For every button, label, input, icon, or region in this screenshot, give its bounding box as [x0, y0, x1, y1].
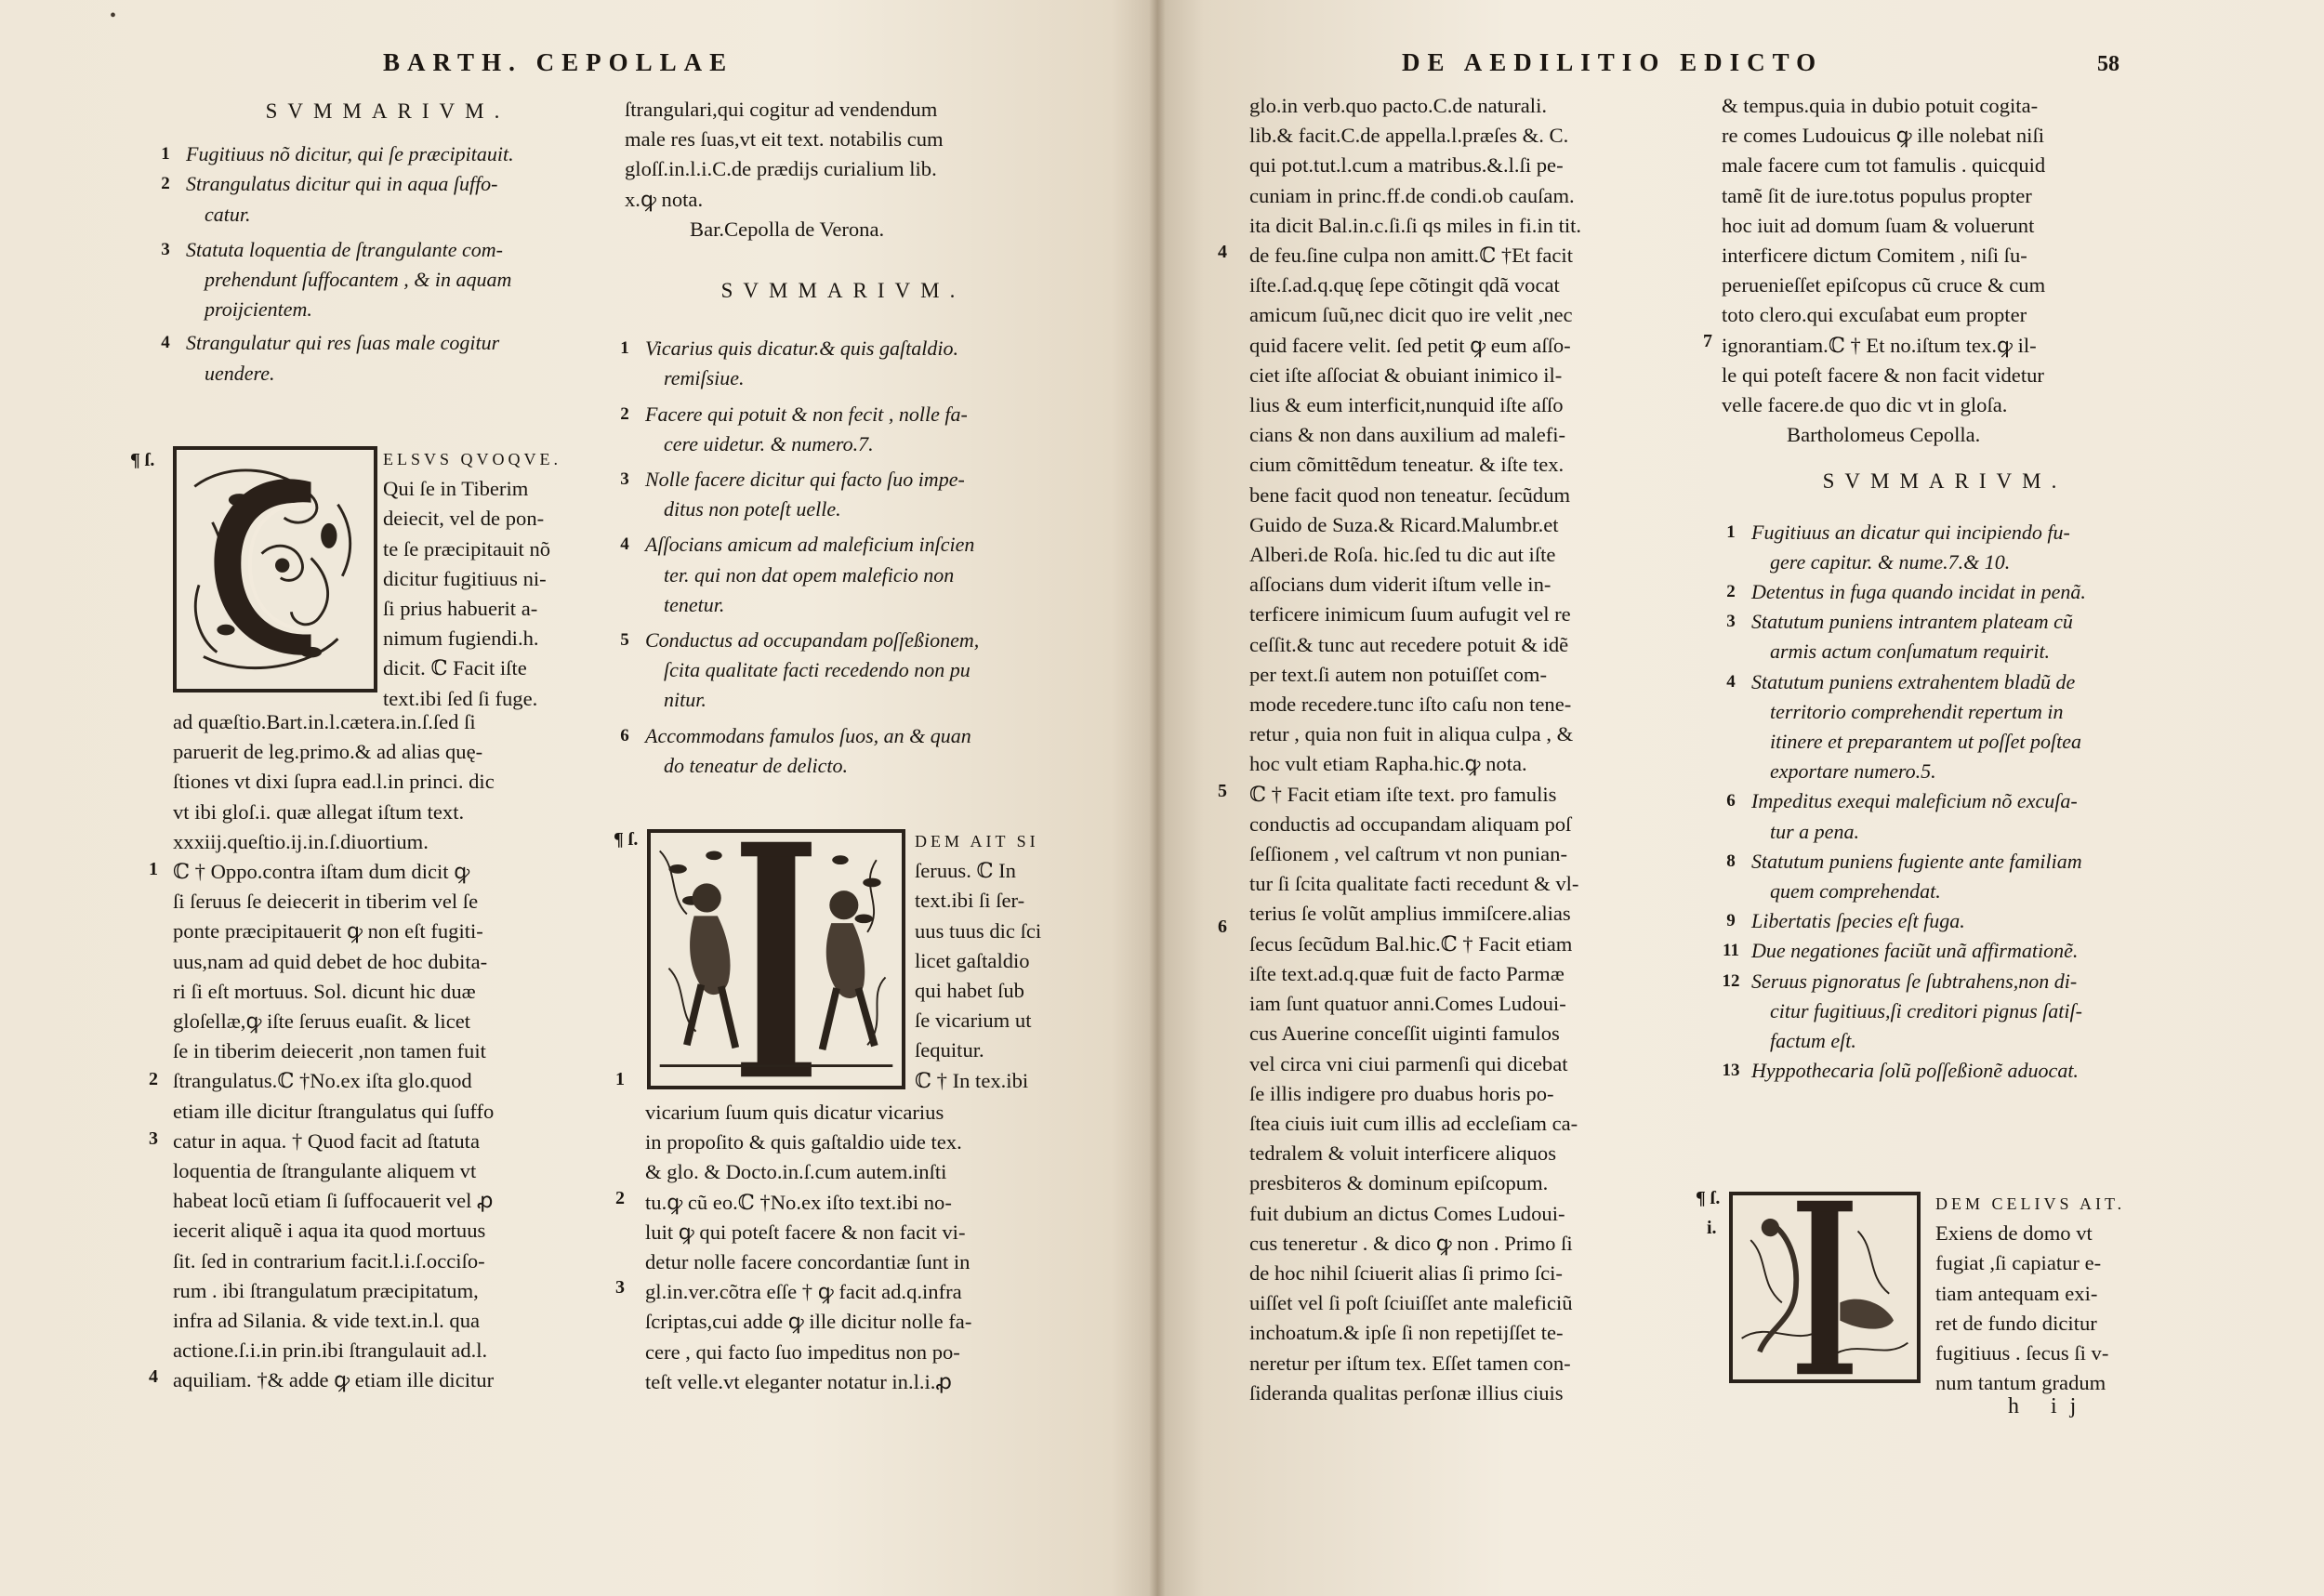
summary-line: cere uidetur. & numero.7.: [664, 431, 874, 455]
text-line: conductis ad occupandam aliquam poſ: [1249, 811, 1572, 836]
right-col1-body: [1249, 91, 1686, 1408]
summary-line: Accommodans famulos ſuos, an & quan: [645, 723, 971, 747]
right-col2-summary-title: SVMMARIVM.: [1822, 469, 2067, 494]
summary-line: Statuta loquentia de ſtrangulante com-: [186, 237, 503, 261]
text-line: ℂ † Facit etiam iſte text. pro famulis: [1249, 782, 1557, 806]
summary-entry: [161, 235, 610, 325]
woodcut-initial-c-image: [177, 450, 374, 689]
corner-mark: •: [110, 6, 117, 26]
summary-line: Statutum puniens fugiente ante familiam: [1751, 849, 2082, 873]
summary-number: 3: [161, 239, 170, 259]
summary-line: Aſſocians amicum ad maleficium inſcien: [645, 533, 975, 557]
summary-number: 6: [1726, 791, 1736, 811]
decorated-initial-i: [647, 829, 905, 1089]
left-col2-initial-lines: [915, 826, 1101, 1096]
text-line: ſit. ſed in contrarium facit.l.i.ſ.occiſo-: [173, 1248, 485, 1273]
book-gutter: [1149, 0, 1166, 1596]
left-col1-summary: [161, 139, 610, 389]
text-line: glo.in verb.quo pacto.C.de naturali.: [1249, 94, 1547, 117]
text-line: & glo. & Docto.in.ſ.cum autem.inſti: [645, 1160, 947, 1184]
text-line: tiam antequam exi-: [1935, 1281, 2098, 1305]
text-line: cuniam in princ.ff.de condi.ob cauſam.: [1249, 183, 1575, 207]
summary-line: Fugitiuus nõ dicitur, qui ſe præcipitauit.: [186, 142, 514, 166]
summary-entry: [1726, 786, 2168, 846]
summary-line: Nolle facere dicitur qui facto ſuo impe-: [645, 468, 965, 492]
catchword-signature: h ij: [2008, 1394, 2090, 1418]
summary-entry: [620, 530, 1062, 620]
text-line: ſi ſeruus ſe deiecerit in tiberim vel ſe: [173, 890, 479, 914]
left-col2-summary-title: SVMMARIVM.: [720, 279, 966, 303]
summary-number: 2: [1726, 582, 1736, 602]
text-line: toto clero.qui excuſabat eum propter: [1722, 303, 2027, 327]
summary-line: do teneatur de delicto.: [664, 753, 848, 777]
margin-number: 6: [1218, 917, 1227, 937]
text-line: num tantum gradum: [1935, 1371, 2106, 1395]
text-line: ret de fundo dicitur: [1935, 1311, 2097, 1335]
text-line: gl.in.ver.cõtra eſſe † ꝙ facit ad.q.infra: [645, 1280, 962, 1304]
text-line: velle facere.de quo dic vt in gloſa.: [1722, 393, 2008, 417]
text-line: ſe vicarium ut: [915, 1009, 1032, 1033]
summary-line: factum eſt.: [1770, 1029, 1856, 1053]
text-line: ciet iſte aſſociat & obuiant inimico il-: [1249, 363, 1563, 387]
text-line: terius ſe volũt amplius immiſcere.alias: [1249, 902, 1571, 926]
right-col2: [1722, 91, 2168, 1087]
text-line: infra ad Silania. & vide text.in.l. qua: [173, 1309, 481, 1333]
text-line: & tempus.quia in dubio potuit cogita-: [1722, 94, 2039, 117]
text-line: cus teneretur . & dico ꝙ non . Primo ſi: [1249, 1231, 1573, 1255]
text-line: rum . ibi ſtrangulatum præcipitatum,: [173, 1278, 479, 1302]
summary-entry: [161, 139, 610, 169]
summary-line: tur a pena.: [1770, 819, 1859, 843]
summary-number: 11: [1723, 941, 1739, 961]
text-line: hoc vult etiam Rapha.hic.ꝙ nota.: [1249, 752, 1527, 776]
text-line: ſtrangulari,qui cogitur ad vendendum: [625, 98, 938, 121]
summary-number: 1: [1726, 521, 1736, 542]
text-line: paruerit de leg.primo.& ad alias quę-: [173, 740, 483, 764]
text-line: peruenieſſet epiſcopus cũ cruce & cum: [1722, 273, 2046, 297]
text-line: male facere cum tot famulis . quicquid: [1722, 153, 2046, 178]
text-line: uus,nam ad quid debet de hoc dubita-: [173, 949, 488, 973]
summary-line: prehendunt ſuffocantem , & in aquam: [205, 268, 512, 292]
text-line: Exiens de domo vt: [1935, 1221, 2093, 1246]
summary-number: 5: [620, 630, 629, 651]
margin-number: 2: [149, 1069, 158, 1089]
text-line: ita dicit Bal.in.c.ſi.ſi qs miles in fi.in tit.: [1249, 213, 1582, 237]
summary-line: proijcientem.: [205, 297, 312, 322]
text-line: bene facit quod non teneatur. ſecũdum: [1249, 482, 1571, 507]
summary-entry: [620, 721, 1062, 781]
signature-line: Bartholomeus Cepolla.: [1787, 423, 1981, 447]
text-line: amicum ſuũ,nec dicit quo ire velit ,nec: [1249, 303, 1573, 327]
text-line: de hoc nihil ſciuerit alias ſi primo ſci-: [1249, 1260, 1563, 1285]
summary-line: Strangulatur qui res ſuas male cogitur: [186, 331, 500, 355]
text-line: ſe illis indigere pro duabus horis po-: [1249, 1081, 1554, 1105]
summary-number: 4: [620, 534, 629, 555]
text-line: uus tuus dic ſci: [915, 918, 1042, 943]
summary-number: 2: [620, 403, 629, 424]
text-line: fuit dubium an dictus Comes Ludoui-: [1249, 1201, 1565, 1225]
text-line: Alberi.de Roſa. hic.ſed tu dic aut iſte: [1249, 543, 1556, 567]
text-line: in propoſito & quis gaſtaldio uide tex.: [645, 1130, 962, 1154]
section-sub-mark: i.: [1707, 1218, 1717, 1238]
text-line: ſequitur.: [915, 1038, 984, 1062]
text-line: etiam ille dicitur ſtrangulatus qui ſuffo: [173, 1099, 495, 1123]
summary-line: Vicarius quis dicatur.& quis gaſtaldio.: [645, 336, 958, 361]
text-line: Guido de Suza.& Ricard.Malumbr.et: [1249, 512, 1559, 536]
text-line: x.ꝙ nota.: [625, 187, 704, 211]
margin-number: 4: [149, 1366, 158, 1387]
summary-line: Statutum puniens extrahentem bladũ de: [1751, 669, 2076, 693]
text-line: ſtiones vt dixi ſupra ead.l.in princi. dic: [173, 770, 495, 794]
folio-number: 58: [2097, 52, 2119, 76]
text-line: xxxiij.queſtio.ij.in.ſ.diuortium.: [173, 829, 429, 853]
text-line: tur ſi ſcita qualitate facti recedunt & vl-: [1249, 872, 1579, 896]
text-line: ceſſit.& tunc aut recedere potuit & idẽ: [1249, 632, 1569, 656]
summary-number: 3: [1726, 612, 1736, 632]
margin-number: 1: [149, 859, 158, 879]
text-line: tamẽ ſit de iure.totus populus propter: [1722, 183, 2032, 207]
text-line: nimum fugiendi.h.: [383, 627, 539, 651]
summary-entry: [161, 169, 610, 229]
left-col2: [620, 95, 1062, 781]
text-line: neretur per iſtum tex. Eſſet tamen con-: [1249, 1351, 1571, 1375]
summary-entry: [1722, 967, 2168, 1057]
summary-entry: [620, 465, 1062, 524]
text-line: hoc iuit ad domum ſuam & voluerunt: [1722, 213, 2035, 237]
text-line: mode recedere.tunc iſto caſu non tene-: [1249, 692, 1572, 717]
summary-number: 1: [620, 338, 629, 359]
summary-line: armis actum conſumatum requirit.: [1770, 640, 2051, 664]
text-line: dicitur fugitiuus ni-: [383, 566, 547, 590]
text-line: tedralem & voluit interficere aliquos: [1249, 1141, 1557, 1166]
text-line: per text.ſi autem non potuiſſet com-: [1249, 662, 1547, 686]
summary-line: Strangulatus dicitur qui in aqua ſuffo-: [186, 172, 498, 196]
summary-line: uendere.: [205, 361, 275, 385]
left-running-head: BARTH. CEPOLLAE: [383, 48, 734, 76]
text-line: iam ſunt quatuor anni.Comes Ludoui-: [1249, 992, 1566, 1016]
summary-number: 8: [1726, 851, 1736, 871]
text-line: lib.& facit.C.de appella.l.præſes &. C.: [1249, 124, 1569, 148]
text-line: ſi prius habuerit a-: [383, 597, 538, 621]
text-line: fugiat ,ſi capiatur e-: [1935, 1251, 2102, 1275]
text-line: lius & eum interficit,nunquid iſte aſſo: [1249, 393, 1564, 417]
summary-line: tenetur.: [664, 592, 725, 616]
margin-number: 2: [615, 1188, 625, 1208]
margin-number: 5: [1218, 781, 1227, 801]
text-line: ſe in tiberim deiecerit ,non tamen fuit: [173, 1039, 486, 1063]
text-line: terficere inimicum ſuum aufugit vel re: [1249, 602, 1571, 627]
summary-line: nitur.: [664, 688, 706, 712]
summary-entry: [1726, 607, 2168, 666]
summary-line: Seruus pignoratus ſe ſubtrahens,non di-: [1751, 969, 2078, 993]
initial-heading-line: DEM CELIVS AIT.: [1935, 1194, 2126, 1213]
text-line: quid facere velit. ſed petit ꝙ eum aſſo-: [1249, 333, 1571, 357]
text-line: retur , quia non fuit in aliqua culpa , &: [1249, 722, 1574, 746]
summary-number: 4: [1726, 671, 1736, 692]
summary-line: gere capitur. & nume.7.& 10.: [1770, 549, 2011, 574]
text-line: luit ꝙ qui poteſt facere & non facit vi-: [645, 1220, 966, 1244]
decorated-initial-i-right: [1729, 1192, 1921, 1383]
summary-line: territorio comprehendit repertum in: [1770, 699, 2064, 723]
text-line: aſſocians dum viderit iſtum velle in-: [1249, 573, 1552, 597]
text-line: catur in aqua. † Quod facit ad ſtatuta: [173, 1128, 480, 1153]
summary-line: Due negationes faciũt unã affirmationẽ.: [1751, 939, 2079, 963]
summary-line: remiſsiue.: [664, 366, 745, 390]
text-line: qui pot.tut.l.cum a matribus.&.l.ſi pe-: [1249, 153, 1564, 178]
text-line: teſt velle.vt eleganter notatur in.l.i.ꝓ: [645, 1369, 952, 1393]
right-col2-summary: [1722, 518, 2168, 1087]
text-line: iſte text.ad.q.quæ fuit de facto Parmæ: [1249, 961, 1565, 985]
text-line: gloſſ.in.l.i.C.de prædijs curialium lib.: [625, 157, 937, 181]
text-line: ſcriptas,cui adde ꝙ ille dicitur nolle fa-: [645, 1310, 972, 1334]
left-col1: [161, 91, 610, 389]
text-line: ſeſſionem , vel caſtrum vt non punian-: [1249, 842, 1567, 866]
text-line: cus Auerine conceſſit uiginti famulos: [1249, 1022, 1560, 1046]
left-col1-summary-title: SVMMARIVM.: [265, 99, 510, 123]
text-line: ℂ † Oppo.contra iſtam dum dicit ꝙ: [173, 860, 470, 884]
left-col1-body: [173, 707, 610, 1396]
text-line: vt ibi gloſ.i. quæ allegat iſtum text.: [173, 799, 465, 824]
text-line: text.ibi ſi ſer-: [915, 889, 1025, 913]
right-col2-initial-lines: [1935, 1189, 2177, 1398]
decorated-initial-c: [173, 446, 377, 692]
text-line: presbiteros & dominum epiſcopum.: [1249, 1171, 1549, 1195]
section-mark: ¶ ſ.: [130, 450, 155, 470]
summary-line: Statutum puniens intrantem plateam cũ: [1751, 610, 2073, 634]
text-line: cium cõmittẽdum teneatur. & iſte tex.: [1249, 453, 1565, 477]
text-line: ſideranda qualitas perſonæ illius ciuis: [1249, 1380, 1564, 1405]
summary-entry: [1726, 906, 2168, 936]
text-line: tu.ꝙ cũ eo.ℂ †No.ex iſto text.ibi no-: [645, 1190, 952, 1214]
text-line: uiſſet vel ſi poſt ſciuiſſet ante maleficiũ: [1249, 1291, 1573, 1315]
margin-number: 3: [615, 1277, 625, 1298]
summary-number: 9: [1726, 911, 1736, 931]
woodcut-initial-i-image: [651, 833, 902, 1086]
text-line: ad quæſtio.Bart.in.l.cætera.in.ſ.ſed ſi: [173, 710, 476, 733]
text-line: iecerit aliquẽ i aqua ita quod mortuus: [173, 1219, 486, 1243]
summary-line: Facere qui potuit & non fecit , nolle fa-: [645, 402, 968, 426]
text-line: cere , qui facto ſuo impeditus non po-: [645, 1339, 960, 1364]
summary-line: quem comprehendat.: [1770, 879, 1941, 904]
text-line: iſte.ſ.ad.q.quę ſepe cõtingit qdã vocat: [1249, 273, 1560, 297]
summary-number: 12: [1722, 970, 1740, 991]
initial-heading-line: ELSVS QVOQVE.: [383, 450, 562, 468]
summary-number: 2: [161, 174, 170, 194]
text-line: ℂ † In tex.ibi: [915, 1068, 1029, 1092]
text-line: detur nolle facere concordantiæ ſunt in: [645, 1250, 971, 1274]
text-line: male res ſuas,vt eit text. notabilis cum: [625, 127, 944, 152]
summary-line: ſcita qualitate facti recedendo non pu: [664, 658, 971, 682]
text-line: ponte præcipitauerit ꝙ non eſt fugiti-: [173, 919, 483, 943]
text-line: le qui poteſt facere & non facit videtur: [1722, 363, 2044, 387]
text-line: aquiliam. †& adde ꝙ etiam ille dicitur: [173, 1368, 495, 1392]
summary-entry: [161, 328, 610, 388]
text-line: ſtea ciuis iuit cum illis ad eccleſiam ca-: [1249, 1111, 1578, 1135]
text-line: cians & non dans auxilium ad malefi-: [1249, 423, 1566, 447]
summary-line: catur.: [205, 202, 251, 226]
text-line: Qui ſe in Tiberim: [383, 477, 529, 501]
left-col1-initial-lines: [383, 444, 612, 714]
text-line: re comes Ludouicus ꝙ ille nolebat niſi: [1722, 124, 2045, 148]
summary-line: Fugitiuus an dicatur qui incipiendo fu-: [1751, 520, 2070, 544]
summary-line: ter. qui non dat opem maleficio non: [664, 562, 955, 587]
text-line: habeat locũ etiam ſi ſuffocauerit vel ꝓ: [173, 1189, 494, 1213]
text-line: qui habet ſub: [915, 979, 1024, 1003]
left-col2-summary: [620, 334, 1062, 781]
text-line: ri ſi eſt mortuus. Sol. dicunt hic duæ: [173, 979, 476, 1003]
text-line: dicit. ℂ Facit iſte: [383, 656, 527, 680]
summary-line: Detentus in fuga quando incidat in penã.: [1751, 580, 2086, 604]
text-line: fugitiuus . ſecus ſi v-: [1935, 1341, 2109, 1365]
text-line: gloſellæ,ꝙ iſte ſeruus euaſit. & licet: [173, 1009, 471, 1034]
text-line: ſtrangulatus.ℂ †No.ex iſta glo.quod: [173, 1069, 472, 1093]
summary-entry: [620, 400, 1062, 459]
text-line: te ſe præcipitauit nõ: [383, 536, 551, 561]
signature-line: Bar.Cepolla de Verona.: [690, 217, 885, 241]
right-running-head: DE AEDILITIO EDICTO: [1402, 48, 1824, 76]
summary-entry: [1726, 667, 2168, 787]
margin-number: 7: [1703, 331, 1712, 351]
margin-number: 1: [615, 1069, 625, 1089]
text-line: ignorantiam.ℂ † Et no.iſtum tex.ꝙ il-: [1722, 333, 2037, 357]
text-line: de feu.ſine culpa non amitt.ℂ †Et facit: [1249, 244, 1573, 268]
text-line: actione.ſ.i.in prin.ibi ſtrangulauit ad.l.: [173, 1339, 488, 1363]
margin-number: 4: [1218, 242, 1227, 262]
text-line: ſeruus. ℂ In: [915, 859, 1016, 883]
summary-number: 13: [1722, 1061, 1740, 1081]
text-line: inchoatum.& ipſe ſi non repetijſſet te-: [1249, 1321, 1564, 1345]
summary-entry: [1726, 577, 2168, 607]
summary-entry: [1723, 936, 2168, 966]
woodcut-initial-i-right-image: [1733, 1195, 1917, 1379]
summary-entry: [1726, 847, 2168, 906]
text-line: loquentia de ſtrangulante aliquem vt: [173, 1159, 477, 1183]
summary-line: itinere et preparantem ut poſſet poſtea: [1770, 730, 2082, 754]
text-line: deiecit, vel de pon-: [383, 507, 545, 531]
summary-entry: [620, 626, 1062, 716]
summary-line: Libertatis ſpecies eſt fuga.: [1751, 909, 1965, 933]
margin-number: 3: [149, 1128, 158, 1149]
summary-entry: [620, 334, 1062, 393]
summary-entry: [1726, 518, 2168, 577]
summary-number: 4: [161, 333, 170, 353]
text-line: text.ibi ſed ſi fuge.: [383, 686, 538, 710]
text-line: interficere dictum Comitem , niſi ſu-: [1722, 244, 2027, 268]
text-line: vel circa vni ciui parmenſi qui dicebat: [1249, 1051, 1568, 1075]
summary-line: ditus non poteſt uelle.: [664, 497, 841, 521]
summary-line: exportare numero.5.: [1770, 759, 1936, 784]
section-mark: ¶ ſ.: [614, 829, 639, 850]
section-mark: ¶ ſ.: [1696, 1188, 1721, 1208]
summary-line: Hyppothecaria ſolũ poſſeßionẽ aduocat.: [1751, 1059, 2079, 1083]
summary-number: 3: [620, 469, 629, 490]
text-line: vicarium ſuum quis dicatur vicarius: [645, 1101, 944, 1124]
text-line: ſecus ſecũdum Bal.hic.ℂ † Facit etiam: [1249, 931, 1573, 956]
initial-heading-line: DEM AIT SI: [915, 832, 1039, 851]
summary-number: 6: [620, 725, 629, 745]
summary-number: 1: [161, 144, 170, 165]
left-col2-body: [645, 1098, 1082, 1397]
summary-line: Conductus ad occupandam poſſeßionem,: [645, 628, 980, 653]
summary-line: Impeditus exequi maleficium nõ excuſa-: [1751, 789, 2078, 813]
summary-line: citur fugitiuus,ſi creditori pignus ſatiſ-: [1770, 998, 2082, 1022]
text-line: licet gaſtaldio: [915, 948, 1030, 972]
summary-entry: [1722, 1056, 2168, 1086]
